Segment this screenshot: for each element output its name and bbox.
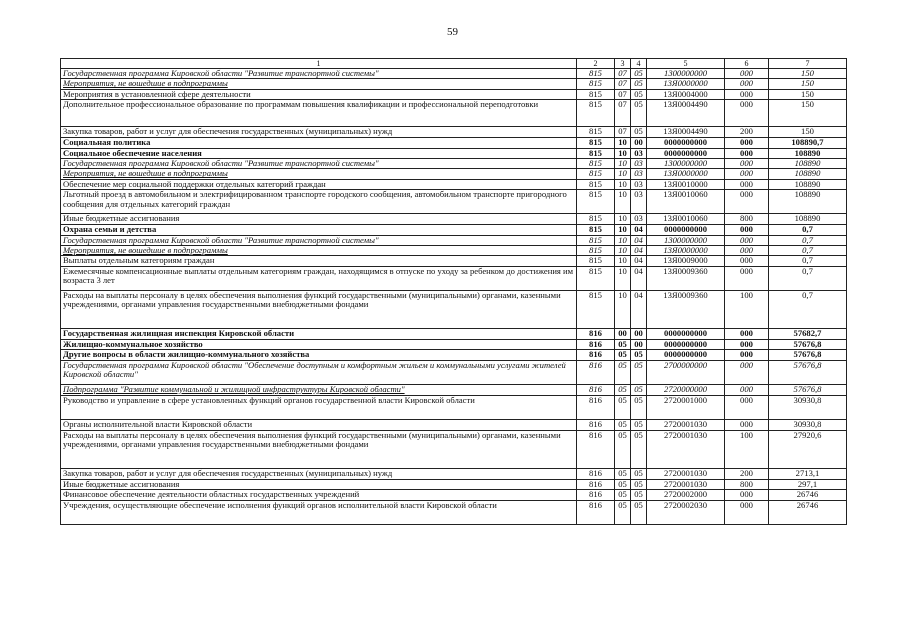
target-article-cell: 2720000000 — [647, 384, 725, 395]
amount-cell: 150 — [769, 89, 847, 99]
table-row — [61, 225, 847, 235]
section-cell: 05 — [615, 360, 631, 384]
section-cell: 10 — [615, 235, 631, 245]
expense-type-cell: 000 — [725, 69, 769, 79]
section-cell: 10 — [615, 148, 631, 158]
target-article-cell: 1300000000 — [647, 69, 725, 79]
expense-type-cell: 200 — [725, 468, 769, 479]
section-cell: 10 — [615, 169, 631, 179]
target-article-cell: 13Я0009360 — [647, 266, 725, 290]
subsection-cell: 03 — [631, 179, 647, 189]
publisher-code-cell: 815 — [577, 127, 615, 138]
subsection-cell: 05 — [631, 419, 647, 430]
section-cell: 05 — [615, 490, 631, 500]
publisher-code-cell: 815 — [577, 214, 615, 225]
subsection-cell: 05 — [631, 100, 647, 127]
expense-type-cell: 000 — [725, 500, 769, 524]
subsection-cell: 04 — [631, 290, 647, 328]
section-cell: 10 — [615, 190, 631, 214]
expense-type-cell: 000 — [725, 266, 769, 290]
expense-type-cell: 200 — [725, 127, 769, 138]
target-article-cell: 13Я0004490 — [647, 100, 725, 127]
table-row — [61, 179, 847, 189]
amount-cell: 0,7 — [769, 290, 847, 328]
row-name-cell — [61, 225, 577, 235]
expense-type-cell: 000 — [725, 138, 769, 148]
column-header: 2 — [577, 59, 615, 69]
subsection-cell: 05 — [631, 430, 647, 468]
publisher-code-cell: 815 — [577, 290, 615, 328]
target-article-cell: 0000000000 — [647, 339, 725, 349]
row-name-text: Льготный проезд в автомобильном и электрифицированном транспорте городского сообщения, автомобильном транспорте пригородного сообщения для отдельных категорий граждан — [63, 189, 567, 209]
expense-type-cell: 000 — [725, 384, 769, 395]
expense-type-cell: 800 — [725, 214, 769, 225]
amount-cell: 108890 — [769, 159, 847, 169]
row-name-text: Мероприятия, не вошедшие в подпрограммы — [63, 78, 228, 89]
section-cell: 07 — [615, 89, 631, 99]
target-article-cell: 13Я0004000 — [647, 89, 725, 99]
subsection-cell: 03 — [631, 159, 647, 169]
target-article-cell: 2720001030 — [647, 419, 725, 430]
section-cell: 07 — [615, 127, 631, 138]
row-name-cell — [61, 214, 577, 225]
target-article-cell: 13Я0010000 — [647, 179, 725, 189]
publisher-code-cell: 815 — [577, 148, 615, 158]
row-name-cell — [61, 256, 577, 266]
subsection-cell: 05 — [631, 490, 647, 500]
publisher-code-cell: 816 — [577, 328, 615, 339]
row-name-cell — [61, 290, 577, 328]
row-name-text: Расходы на выплаты персоналу в целях обеспечения выполнения функций государственными (муниципальными) органами, казенными учреждениями, органами управления государственными внебюджетными фондами — [63, 430, 561, 450]
table-row — [61, 430, 847, 468]
section-cell: 05 — [615, 350, 631, 360]
expense-type-cell: 000 — [725, 246, 769, 256]
target-article-cell: 2700000000 — [647, 360, 725, 384]
expense-type-cell: 000 — [725, 339, 769, 349]
section-cell: 07 — [615, 100, 631, 127]
expense-type-cell: 000 — [725, 225, 769, 235]
publisher-code-cell: 816 — [577, 339, 615, 349]
publisher-code-cell: 815 — [577, 159, 615, 169]
subsection-cell: 05 — [631, 79, 647, 89]
amount-cell: 27920,6 — [769, 430, 847, 468]
row-name-text: Финансовое обеспечение деятельности областных государственных учреждений — [63, 489, 360, 500]
publisher-code-cell: 815 — [577, 69, 615, 79]
table-row — [61, 384, 847, 395]
section-cell: 10 — [615, 225, 631, 235]
amount-cell: 150 — [769, 100, 847, 127]
row-name-cell — [61, 384, 577, 395]
table-row — [61, 500, 847, 524]
row-name-text: Учреждения, осуществляющие обеспечение исполнения функций органов исполнительной власти Кировской области — [63, 500, 497, 510]
publisher-code-cell: 816 — [577, 468, 615, 479]
row-name-text: Жилищно-коммунальное хозяйство — [63, 339, 203, 349]
target-article-cell: 0000000000 — [647, 328, 725, 339]
publisher-code-cell: 816 — [577, 360, 615, 384]
section-cell: 10 — [615, 179, 631, 189]
publisher-code-cell: 816 — [577, 384, 615, 395]
target-article-cell: 2720002030 — [647, 500, 725, 524]
table-row — [61, 214, 847, 225]
publisher-code-cell: 816 — [577, 430, 615, 468]
expense-type-cell: 000 — [725, 256, 769, 266]
amount-cell: 57676,8 — [769, 339, 847, 349]
row-name-cell — [61, 490, 577, 500]
row-name-cell — [61, 179, 577, 189]
row-name-cell — [61, 79, 577, 89]
publisher-code-cell: 815 — [577, 169, 615, 179]
target-article-cell: 2720002000 — [647, 490, 725, 500]
expense-type-cell: 800 — [725, 479, 769, 489]
expense-type-cell: 000 — [725, 179, 769, 189]
row-name-text: Государственная программа Кировской области "Обеспечение доступным и комфортным жильем и коммунальными услугами жителей Кировской области" — [63, 360, 566, 380]
table-row — [61, 290, 847, 328]
row-name-cell — [61, 138, 577, 148]
table-row — [61, 89, 847, 99]
table-row — [61, 339, 847, 349]
amount-cell: 26746 — [769, 490, 847, 500]
subsection-cell: 05 — [631, 89, 647, 99]
row-name-cell — [61, 69, 577, 79]
table-row — [61, 127, 847, 138]
amount-cell: 0,7 — [769, 246, 847, 256]
subsection-cell: 05 — [631, 468, 647, 479]
target-article-cell: 0000000000 — [647, 138, 725, 148]
table-body — [61, 69, 847, 525]
row-name-cell — [61, 148, 577, 158]
row-name-cell — [61, 350, 577, 360]
subsection-cell: 03 — [631, 148, 647, 158]
amount-cell: 0,7 — [769, 266, 847, 290]
table-row — [61, 419, 847, 430]
expense-type-cell: 000 — [725, 395, 769, 419]
publisher-code-cell: 816 — [577, 500, 615, 524]
publisher-code-cell: 815 — [577, 138, 615, 148]
target-article-cell: 2720001000 — [647, 395, 725, 419]
expense-type-cell: 000 — [725, 490, 769, 500]
amount-cell: 57682,7 — [769, 328, 847, 339]
section-cell: 05 — [615, 339, 631, 349]
section-cell: 10 — [615, 246, 631, 256]
publisher-code-cell: 815 — [577, 266, 615, 290]
expense-type-cell: 000 — [725, 79, 769, 89]
subsection-cell: 05 — [631, 360, 647, 384]
amount-cell: 108890 — [769, 179, 847, 189]
table-row — [61, 69, 847, 79]
row-name-cell — [61, 500, 577, 524]
target-article-cell: 13Я0004490 — [647, 127, 725, 138]
row-name-cell — [61, 468, 577, 479]
target-article-cell: 13Я0010060 — [647, 190, 725, 214]
table-row — [61, 235, 847, 245]
publisher-code-cell: 816 — [577, 350, 615, 360]
row-name-text: Руководство и управление в сфере установленных функций органов государственной власти Кировской области — [63, 395, 475, 405]
publisher-code-cell: 816 — [577, 419, 615, 430]
row-name-cell — [61, 395, 577, 419]
expense-type-cell: 000 — [725, 159, 769, 169]
publisher-code-cell: 815 — [577, 235, 615, 245]
section-cell: 10 — [615, 266, 631, 290]
amount-cell: 57676,8 — [769, 384, 847, 395]
amount-cell: 108890,7 — [769, 138, 847, 148]
table-row — [61, 350, 847, 360]
expense-type-cell: 100 — [725, 290, 769, 328]
row-name-text: Ежемесячные компенсационные выплаты отдельным категориям граждан, находящимся в отпуске по уходу за ребенком до достижения им возраста 3 лет — [63, 266, 574, 286]
expense-type-cell: 000 — [725, 360, 769, 384]
subsection-cell: 05 — [631, 350, 647, 360]
subsection-cell: 05 — [631, 479, 647, 489]
section-cell: 05 — [615, 479, 631, 489]
section-cell: 07 — [615, 79, 631, 89]
row-name-cell — [61, 430, 577, 468]
publisher-code-cell: 816 — [577, 395, 615, 419]
expense-type-cell: 000 — [725, 419, 769, 430]
column-header: 1 — [61, 59, 577, 69]
row-name-text: Другие вопросы в области жилищно-коммунального хозяйства — [63, 349, 310, 360]
amount-cell: 108890 — [769, 169, 847, 179]
header-row — [61, 59, 847, 69]
row-name-text: Расходы на выплаты персоналу в целях обеспечения выполнения функций государственными (муниципальными) органами, казенными учреждениями, органами управления государственными внебюджетными фондами — [63, 290, 561, 310]
row-name-text: Социальная политика — [63, 137, 151, 148]
row-name-text: Закупка товаров, работ и услуг для обеспечения государственных (муниципальных) нужд — [63, 468, 393, 478]
row-name-text: Органы исполнительной власти Кировской области — [63, 419, 253, 429]
table-row — [61, 190, 847, 214]
target-article-cell: 1300000000 — [647, 159, 725, 169]
section-cell: 05 — [615, 430, 631, 468]
row-name-text: Государственная программа Кировской области "Развитие транспортной системы" — [63, 158, 379, 169]
amount-cell: 297,1 — [769, 479, 847, 489]
section-cell: 05 — [615, 468, 631, 479]
publisher-code-cell: 815 — [577, 225, 615, 235]
amount-cell: 57676,8 — [769, 360, 847, 384]
table-row — [61, 266, 847, 290]
amount-cell: 150 — [769, 127, 847, 138]
row-name-cell — [61, 328, 577, 339]
amount-cell: 30930,8 — [769, 419, 847, 430]
publisher-code-cell: 816 — [577, 490, 615, 500]
publisher-code-cell: 815 — [577, 190, 615, 214]
publisher-code-cell: 815 — [577, 256, 615, 266]
target-article-cell: 2720001030 — [647, 430, 725, 468]
amount-cell: 30930,8 — [769, 395, 847, 419]
row-name-cell — [61, 339, 577, 349]
table-row — [61, 479, 847, 489]
target-article-cell: 0000000000 — [647, 148, 725, 158]
expense-type-cell: 000 — [725, 169, 769, 179]
column-header: 5 — [647, 59, 725, 69]
amount-cell: 150 — [769, 79, 847, 89]
subsection-cell: 05 — [631, 395, 647, 419]
row-name-text: Социальное обеспечение населения — [63, 148, 202, 158]
row-name-text: Выплаты отдельным категориям граждан — [63, 255, 215, 266]
section-cell: 10 — [615, 214, 631, 225]
column-header: 3 — [615, 59, 631, 69]
row-name-text: Охрана семьи и детства — [63, 224, 157, 235]
row-name-cell — [61, 419, 577, 430]
row-name-cell — [61, 127, 577, 138]
table-row — [61, 100, 847, 127]
amount-cell: 0,7 — [769, 225, 847, 235]
target-article-cell: 0000000000 — [647, 225, 725, 235]
subsection-cell: 03 — [631, 214, 647, 225]
subsection-cell: 04 — [631, 256, 647, 266]
table-row — [61, 360, 847, 384]
column-header: 6 — [725, 59, 769, 69]
target-article-cell: 1300000000 — [647, 235, 725, 245]
expense-type-cell: 100 — [725, 430, 769, 468]
amount-cell: 0,7 — [769, 256, 847, 266]
row-name-text: Дополнительное профессиональное образование по программам повышения квалификации и профессиональной переподготовки — [63, 99, 539, 110]
row-name-cell — [61, 360, 577, 384]
publisher-code-cell: 815 — [577, 79, 615, 89]
expense-type-cell: 000 — [725, 89, 769, 99]
section-cell: 05 — [615, 419, 631, 430]
expense-type-cell: 000 — [725, 148, 769, 158]
row-name-text: Мероприятия, не вошедшие в подпрограммы — [63, 168, 228, 179]
column-header: 4 — [631, 59, 647, 69]
table-row — [61, 490, 847, 500]
amount-cell: 108890 — [769, 190, 847, 214]
publisher-code-cell: 816 — [577, 479, 615, 489]
subsection-cell: 04 — [631, 225, 647, 235]
table-row — [61, 159, 847, 169]
publisher-code-cell: 815 — [577, 89, 615, 99]
section-cell: 05 — [615, 384, 631, 395]
row-name-text: Иные бюджетные ассигнования — [63, 479, 180, 489]
amount-cell: 0,7 — [769, 235, 847, 245]
row-name-text: Мероприятия в установленной сфере деятельности — [63, 89, 251, 99]
section-cell: 10 — [615, 290, 631, 328]
subsection-cell: 05 — [631, 127, 647, 138]
table-row — [61, 79, 847, 89]
expense-type-cell: 000 — [725, 190, 769, 214]
subsection-cell: 05 — [631, 500, 647, 524]
table-row — [61, 256, 847, 266]
target-article-cell: 13Я0000000 — [647, 169, 725, 179]
subsection-cell: 05 — [631, 69, 647, 79]
row-name-text: Обеспечение мер социальной поддержки отдельных категорий граждан — [63, 179, 326, 189]
row-name-cell — [61, 246, 577, 256]
table-row — [61, 148, 847, 158]
row-name-text: Государственная программа Кировской области "Развитие транспортной системы" — [63, 68, 379, 78]
expense-type-cell: 000 — [725, 328, 769, 339]
target-article-cell: 13Я0009360 — [647, 290, 725, 328]
section-cell: 00 — [615, 328, 631, 339]
row-name-text: Государственная программа Кировской области "Развитие транспортной системы" — [63, 235, 379, 245]
budget-table — [60, 58, 847, 525]
section-cell: 10 — [615, 256, 631, 266]
row-name-cell — [61, 100, 577, 127]
row-name-cell — [61, 235, 577, 245]
subsection-cell: 04 — [631, 246, 647, 256]
publisher-code-cell: 815 — [577, 100, 615, 127]
subsection-cell: 00 — [631, 339, 647, 349]
row-name-cell — [61, 266, 577, 290]
row-name-cell — [61, 89, 577, 99]
section-cell: 10 — [615, 138, 631, 148]
row-name-cell — [61, 190, 577, 214]
section-cell: 10 — [615, 159, 631, 169]
row-name-text: Государственная жилищная инспекция Кировской области — [63, 328, 295, 338]
subsection-cell: 00 — [631, 328, 647, 339]
row-name-text: Подпрограмма "Развитие коммунальной и жилищной инфраструктуры Кировской области" — [63, 384, 405, 394]
table-row — [61, 395, 847, 419]
publisher-code-cell: 815 — [577, 179, 615, 189]
table-row — [61, 169, 847, 179]
subsection-cell: 00 — [631, 138, 647, 148]
section-cell: 05 — [615, 500, 631, 524]
table-row — [61, 138, 847, 148]
row-name-cell — [61, 159, 577, 169]
table-row — [61, 246, 847, 256]
expense-type-cell: 000 — [725, 235, 769, 245]
table-row — [61, 328, 847, 339]
target-article-cell: 13Я0000000 — [647, 246, 725, 256]
row-name-text: Иные бюджетные ассигнования — [63, 213, 180, 224]
target-article-cell: 2720001030 — [647, 479, 725, 489]
subsection-cell: 05 — [631, 384, 647, 395]
section-cell: 05 — [615, 395, 631, 419]
subsection-cell: 04 — [631, 235, 647, 245]
amount-cell: 26746 — [769, 500, 847, 524]
table-row — [61, 468, 847, 479]
amount-cell: 57676,8 — [769, 350, 847, 360]
page-number: 59 — [447, 26, 458, 38]
target-article-cell: 0000000000 — [647, 350, 725, 360]
expense-type-cell: 000 — [725, 350, 769, 360]
section-cell: 07 — [615, 69, 631, 79]
row-name-cell — [61, 169, 577, 179]
row-name-cell — [61, 479, 577, 489]
amount-cell: 2713,1 — [769, 468, 847, 479]
amount-cell: 108890 — [769, 214, 847, 225]
amount-cell: 108890 — [769, 148, 847, 158]
column-header: 7 — [769, 59, 847, 69]
row-name-text: Мероприятия, не вошедшие в подпрограммы — [63, 245, 228, 256]
subsection-cell: 03 — [631, 190, 647, 214]
amount-cell: 150 — [769, 69, 847, 79]
target-article-cell: 13Я0009000 — [647, 256, 725, 266]
publisher-code-cell: 815 — [577, 246, 615, 256]
row-name-text: Закупка товаров, работ и услуг для обеспечения государственных (муниципальных) нужд — [63, 126, 393, 137]
target-article-cell: 13Я0000000 — [647, 79, 725, 89]
expense-type-cell: 000 — [725, 100, 769, 127]
subsection-cell: 03 — [631, 169, 647, 179]
target-article-cell: 13Я0010060 — [647, 214, 725, 225]
target-article-cell: 2720001030 — [647, 468, 725, 479]
subsection-cell: 04 — [631, 266, 647, 290]
